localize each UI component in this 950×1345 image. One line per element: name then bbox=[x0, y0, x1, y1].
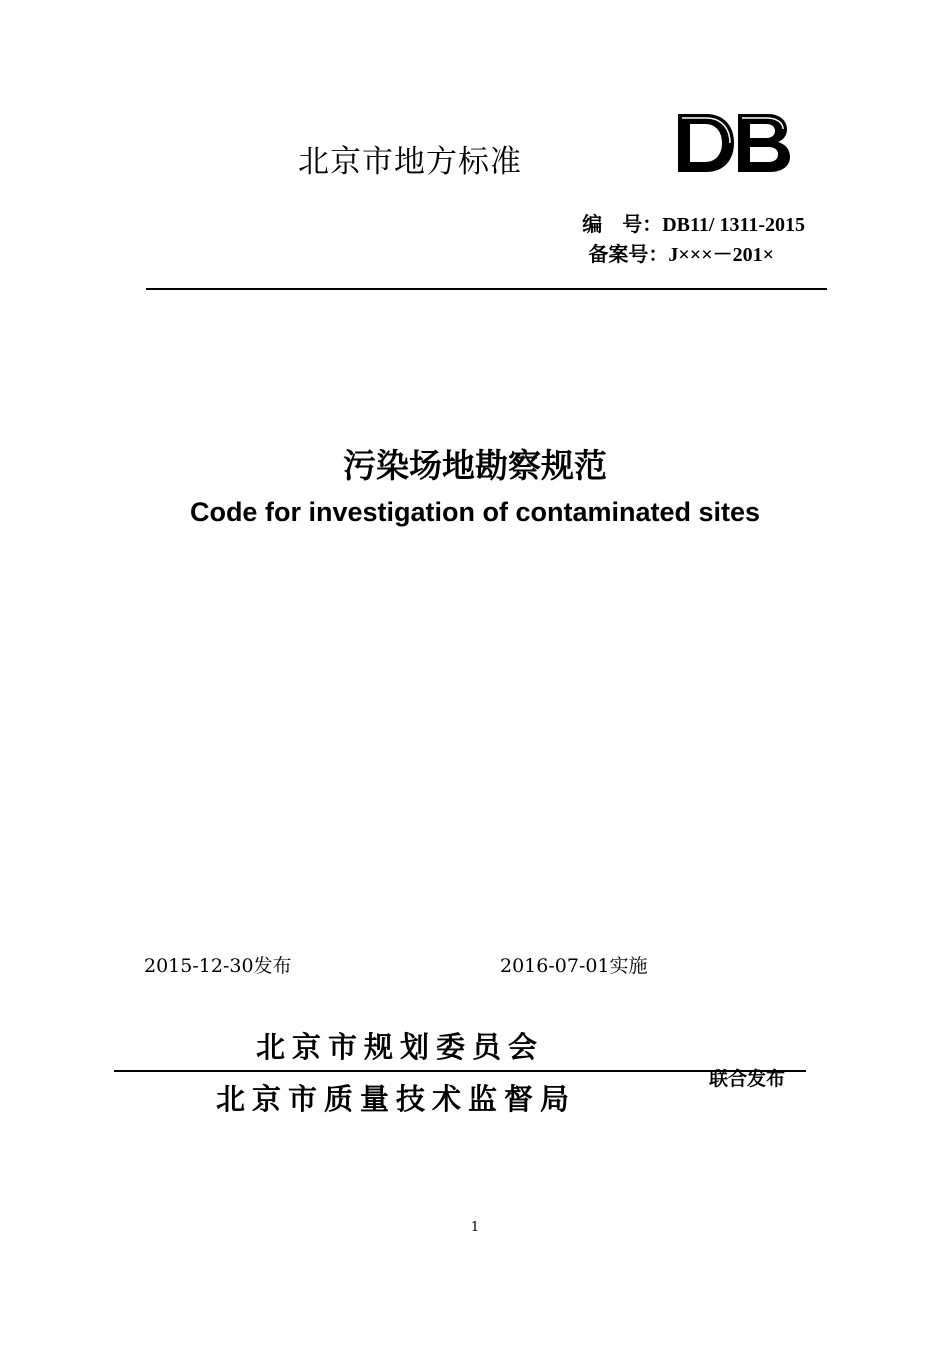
page-number: 1 bbox=[470, 1220, 480, 1235]
header-divider bbox=[146, 288, 827, 290]
issuer-divider bbox=[114, 1070, 806, 1072]
issuer-planning-commission: 北京市规划委员会 bbox=[256, 1030, 545, 1064]
issuer-quality-bureau: 北京市质量技术监督局 bbox=[216, 1082, 577, 1116]
implementation-date: 2016-07-01实施 bbox=[500, 955, 648, 977]
db-logo bbox=[676, 112, 792, 174]
standard-type-title: 北京市地方标准 bbox=[298, 144, 522, 180]
document-title-chinese: 污染场地勘察规范 bbox=[343, 446, 607, 485]
issue-date: 2015-12-30发布 bbox=[144, 955, 292, 977]
record-number: 备案号：J×××－201× bbox=[588, 244, 774, 266]
document-title-english: Code for investigation of contaminated sites bbox=[189, 497, 761, 527]
standard-number: 编 号：DB11/ 1311-2015 bbox=[582, 214, 805, 236]
joint-issue-label: 联合发布 bbox=[709, 1068, 786, 1090]
